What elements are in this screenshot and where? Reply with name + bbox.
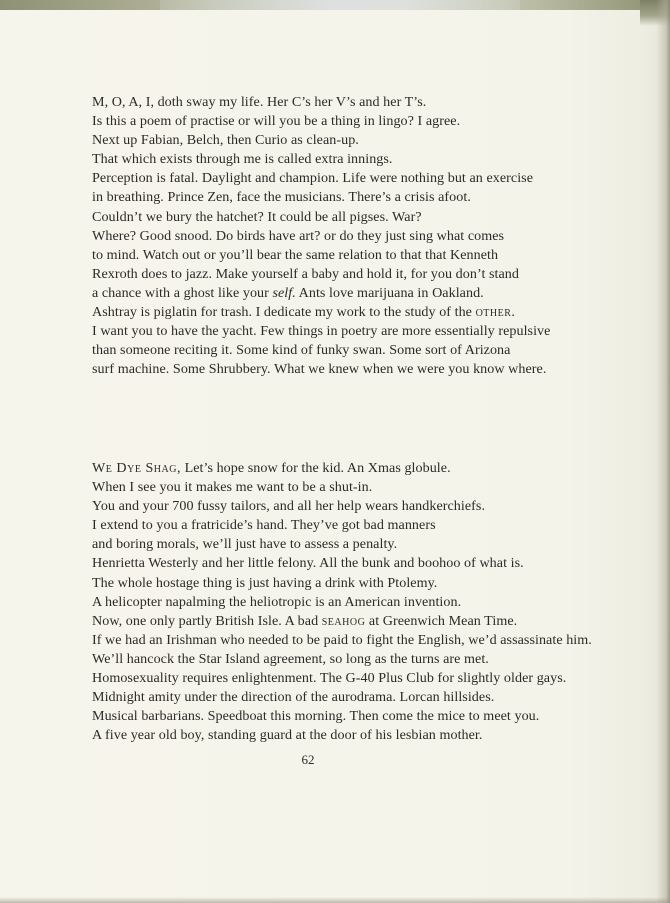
line-text: a chance with a ghost like your: [92, 284, 273, 301]
poem-line: I want you to have the yacht. Few things in poetry are more essentially repulsive: [92, 323, 551, 340]
italic-word: self.: [272, 284, 296, 301]
line-text: at Greenwich Mean Time.: [365, 612, 518, 629]
poem-line: than someone reciting it. Some kind of funky swan. Some sort of Arizona: [92, 342, 511, 359]
poem-line: [92, 612, 592, 631]
poem-line: Henrietta Westerly and her little felony. All the bunk and boohoo of what is.: [92, 555, 524, 572]
poem-line: to mind. Watch out or you’ll bear the same relation to that that Kenneth: [92, 246, 499, 263]
poem-line: Musical barbarians. Speedboat this morning. Then come the mice to meet you.: [92, 708, 540, 725]
poem-line: Couldn’t we bury the hatchet? It could be all pigses. War?: [92, 208, 422, 225]
poem-line: Where? Good snood. Do birds have art? or do they just sing what comes: [92, 227, 505, 244]
poem-line: Homosexuality requires enlightenment. The G-40 Plus Club for slightly older gays.: [92, 670, 567, 687]
poem-line: Next up Fabian, Belch, then Curio as clean-up.: [92, 132, 359, 149]
poem-line: Perception is fatal. Daylight and champion. Life were nothing but an exercise: [92, 170, 534, 187]
poem-line: Midnight amity under the direction of the aurodrama. Lorcan hillsides.: [92, 689, 495, 706]
poem-line: [92, 459, 592, 478]
poem-line: A helicopter napalming the heliotropic is an American invention.: [92, 593, 462, 610]
poem-line: [92, 284, 550, 303]
page-bottom-edge-shadow: [0, 897, 670, 903]
poem-line: I extend to you a fratricide’s hand. They’ve got bad manners: [92, 517, 436, 534]
poem-line: M, O, A, I, doth sway my life. Her C’s her V’s and her T’s.: [92, 94, 427, 110]
line-text: Ants love marijuana in Oakland.: [295, 284, 484, 301]
line-text: Now, one only partly British Isle. A bad: [92, 612, 322, 629]
poem-line: That which exists through me is called extra innings.: [92, 151, 393, 168]
small-caps-heading: We Dye Shag,: [92, 460, 181, 476]
line-text: Ashtray is piglatin for trash. I dedicate my work to the study of the: [92, 304, 476, 321]
page-number: 62: [301, 752, 315, 767]
page-right-edge-shadow: [656, 0, 670, 903]
small-caps-word: other.: [475, 304, 516, 321]
scan-top-edge: [0, 0, 670, 10]
poem-line: Rexroth does to jazz. Make yourself a baby and hold it, for you don’t stand: [92, 265, 519, 282]
poem-stanza-2: [92, 459, 592, 745]
poem-line: and boring morals, we’ll just have to assess a penalty.: [92, 536, 398, 553]
poem-line: When I see you it makes me want to be a shut-in.: [92, 479, 373, 496]
poem-line: We’ll hancock the Star Island agreement, so long as the turns are met.: [92, 650, 489, 667]
poem-line: in breathing. Prince Zen, face the musicians. There’s a crisis afoot.: [92, 189, 471, 206]
poem-line: If we had an Irishman who needed to be paid to fight the English, we’d assassinate him.: [92, 631, 592, 648]
small-caps-word: seahog: [321, 612, 366, 629]
line-text: Let’s hope snow for the kid. An Xmas globule.: [181, 460, 451, 476]
poem-line: surf machine. Some Shrubbery. What we knew when we were you know where.: [92, 361, 547, 378]
poem-line: Is this a poem of practise or will you be a thing in lingo? I agree.: [92, 113, 461, 130]
poem-line: You and your 700 fussy tailors, and all her help wears handkerchiefs.: [92, 498, 486, 515]
poem-line: A five year old boy, standing guard at the door of his lesbian mother.: [92, 727, 483, 744]
poem-line: The whole hostage thing is just having a drink with Ptolemy.: [92, 574, 438, 591]
poem-stanza-1: [92, 93, 550, 379]
poem-line: [92, 303, 550, 322]
